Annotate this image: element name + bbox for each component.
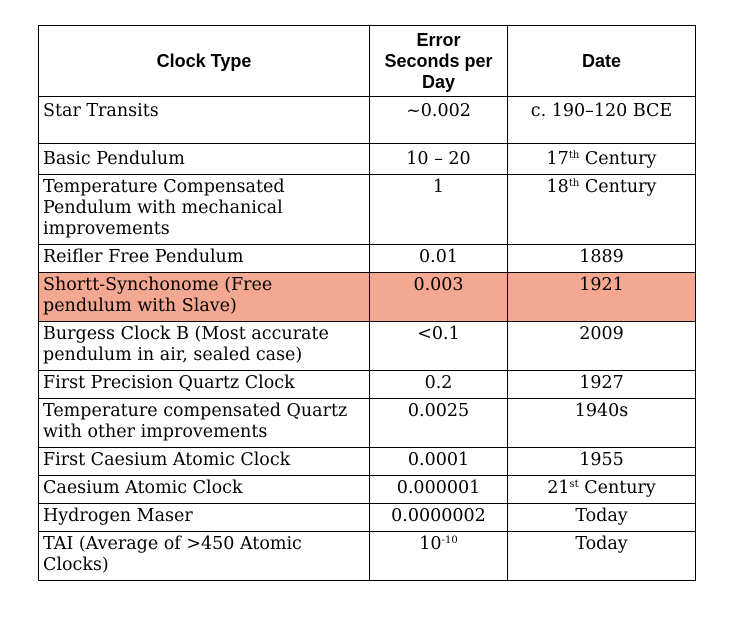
cell-clock-type: Hydrogen Maser [39,504,370,532]
date-suffix-text: Century [578,478,656,498]
cell-error: 0.01 [370,245,508,273]
cell-error: <0.1 [370,322,508,371]
cell-date: 1927 [508,371,696,399]
cell-date: 1955 [508,448,696,476]
table-row [39,504,696,532]
cell-date [508,144,696,175]
cell-error: ~0.002 [370,97,508,144]
header-error [370,26,508,97]
cell-date: 1921 [508,273,696,322]
cell-error: 0.0025 [370,399,508,448]
table-row [39,476,696,504]
date-number: 21 [547,478,570,498]
header-error-line2: Seconds per [384,50,493,71]
cell-date [508,476,696,504]
cell-error [370,532,508,581]
cell-date: 2009 [508,322,696,371]
header-error-line3: Day [421,71,456,92]
date-suffix-text: Century [579,177,657,197]
table-row-highlighted [39,273,696,322]
cell-date [508,175,696,245]
cell-error: 0.2 [370,371,508,399]
cell-error: 0.003 [370,273,508,322]
cell-clock-type: TAI (Average of >450 Atomic Clocks) [39,532,370,581]
table-row [39,175,696,245]
cell-date: 1940s [508,399,696,448]
cell-clock-type: First Caesium Atomic Clock [39,448,370,476]
cell-date: Today [508,532,696,581]
cell-error: 0.000001 [370,476,508,504]
table-header-row [39,26,696,97]
date-number: 18 [546,177,569,197]
table-row [39,144,696,175]
cell-clock-type: Reifler Free Pendulum [39,245,370,273]
cell-clock-type: Temperature compensated Quartz with other improvements [39,399,370,448]
cell-clock-type: Shortt-Synchonome (Free pendulum with Slave) [39,273,370,322]
cell-clock-type: Basic Pendulum [39,144,370,175]
cell-error: 0.0000002 [370,504,508,532]
date-number: 17 [546,149,569,169]
error-exponent: -10 [441,535,458,546]
header-clock-type: Clock Type [39,26,370,97]
cell-date: Today [508,504,696,532]
table-row [39,97,696,144]
table-row [39,245,696,273]
table-row [39,371,696,399]
cell-error: 0.0001 [370,448,508,476]
cell-clock-type: Star Transits [39,97,370,144]
cell-error: 10 – 20 [370,144,508,175]
cell-clock-type: Caesium Atomic Clock [39,476,370,504]
error-base: 10 [419,534,442,554]
table-row [39,399,696,448]
cell-date: c. 190–120 BCE [508,97,696,144]
header-date: Date [508,26,696,97]
cell-clock-type: Burgess Clock B (Most accurate pendulum in air, sealed case) [39,322,370,371]
header-error-line1: Error [416,29,461,50]
date-ordinal-suffix: th [568,150,580,161]
cell-clock-type: Temperature Compensated Pendulum with mechanical improvements [39,175,370,245]
cell-error: 1 [370,175,508,245]
date-ordinal-suffix: st [569,479,579,490]
table-row [39,322,696,371]
date-suffix-text: Century [579,149,657,169]
table-row [39,532,696,581]
cell-date: 1889 [508,245,696,273]
date-ordinal-suffix: th [568,178,580,189]
clock-accuracy-table [38,25,696,581]
cell-clock-type: First Precision Quartz Clock [39,371,370,399]
table-row [39,448,696,476]
